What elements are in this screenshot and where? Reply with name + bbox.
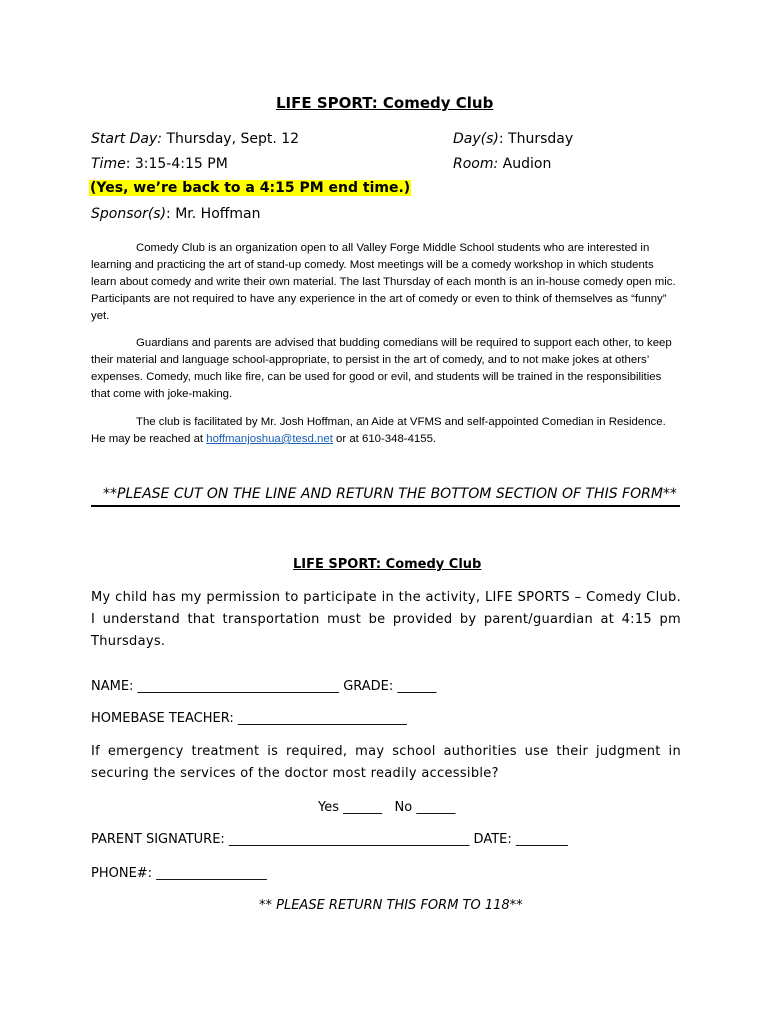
paragraph-contact-text: The club is facilitated by Mr. Josh Hoffman, an Aide at VFMS and self-appointed Comedian in Residence. He may be reached at	[91, 416, 666, 445]
time-label: Time	[91, 156, 126, 172]
sponsor-label: Sponsor(s)	[91, 206, 167, 222]
time-value: : 3:15-4:15 PM	[125, 156, 228, 172]
end-time-highlight: (Yes, we’re back to a 4:15 PM end time.)	[90, 180, 411, 196]
room	[453, 156, 551, 172]
time	[91, 156, 228, 172]
cut-instruction: **PLEASE CUT ON THE LINE AND RETURN THE BOTTOM SECTION OF THIS FORM**	[103, 486, 677, 502]
days-label: Day(s)	[453, 131, 499, 147]
flyer-title: LIFE SPORT: Comedy Club	[276, 94, 494, 112]
paragraph-intro-text: Comedy Club is an organization open to all Valley Forge Middle School students who are interested in learning and practicing the art of stand-up comedy. Most meetings will be a comedy workshop in which students learn about comedy and write their own material. The last Thursday of each month is an in-house comedy open mic. Participants are not required to have any experience in the art of comedy or even to think of themselves as “funny” yet.	[91, 242, 676, 322]
permission-statement: My child has my permission to participate in the activity, LIFE SPORTS – Comedy Club. I understand that transportation must be provided by parent/guardian at 4:15 pm Thursdays.	[91, 590, 681, 649]
start-day-value: Thursday, Sept. 12	[162, 131, 300, 147]
form-title: LIFE SPORT: Comedy Club	[293, 557, 482, 572]
start-day-label: Start Day:	[91, 131, 163, 147]
parent-signature-field[interactable]: PARENT SIGNATURE: _____________________________________ DATE: ________	[91, 832, 568, 847]
start-day	[91, 131, 299, 147]
paragraph-guardians-text: Guardians and parents are advised that budding comedians will be required to support each other, to keep their material and language school-appropriate, to persist in the art of comedy, and to not make jokes at others’ expenses. Comedy, much like fire, can be used for good or evil, and students will be trained in the responsibilities that come with joke-making.	[91, 337, 672, 400]
days-value: : Thursday	[498, 131, 574, 147]
email-link[interactable]: hoffmanjoshua@tesd.net	[206, 433, 333, 445]
emergency-question: If emergency treatment is required, may school authorities use their judgment in securing the services of the doctor most readily accessible?	[91, 744, 681, 781]
paragraph-contact-phone: or at 610-348-4155.	[332, 433, 437, 445]
sponsor	[91, 206, 261, 222]
homebase-teacher-field[interactable]: HOMEBASE TEACHER: __________________________	[91, 711, 407, 726]
phone-field[interactable]: PHONE#: _________________	[91, 866, 267, 881]
room-value: Audion	[498, 156, 552, 172]
paragraph-intro	[91, 240, 681, 325]
yes-no-field[interactable]: Yes ______ No ______	[318, 800, 456, 815]
paragraph-guardians	[91, 335, 681, 403]
return-note: ** PLEASE RETURN THIS FORM TO 118**	[259, 898, 523, 913]
sponsor-value: : Mr. Hoffman	[166, 206, 261, 222]
cut-line	[91, 505, 680, 507]
paragraph-contact	[91, 414, 681, 448]
name-grade-field[interactable]: NAME: _______________________________ GRADE: ______	[91, 679, 437, 694]
room-label: Room:	[453, 156, 499, 172]
days	[453, 131, 573, 147]
